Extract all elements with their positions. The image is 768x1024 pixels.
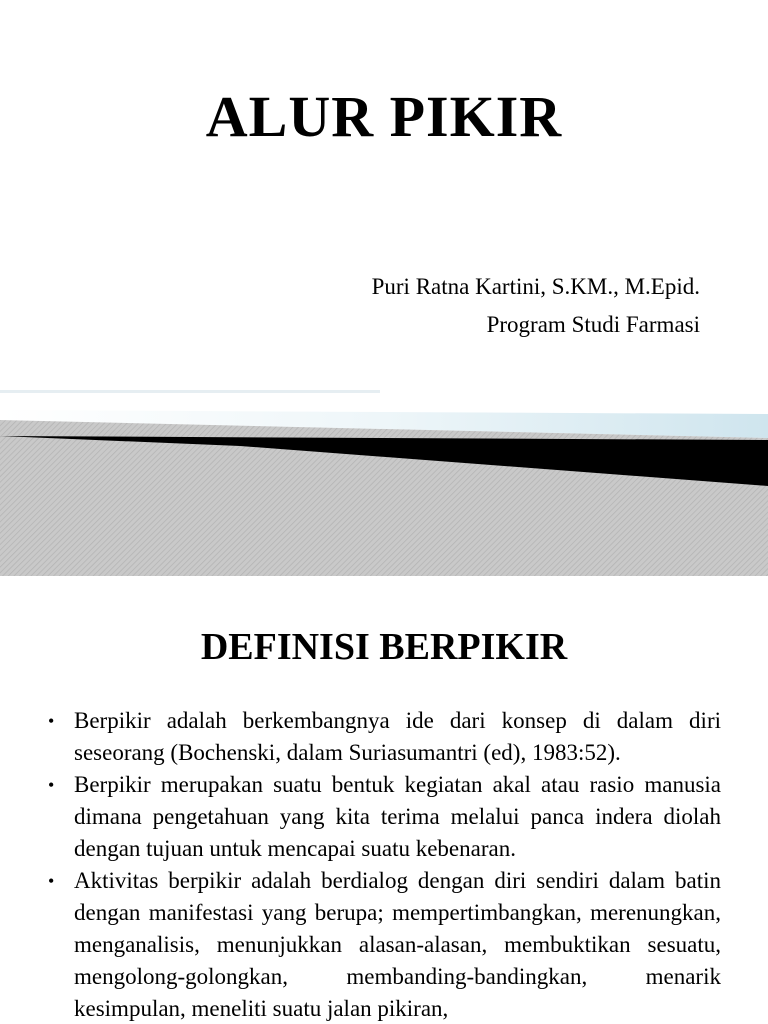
list-item [48, 705, 721, 769]
decorative-band [0, 380, 768, 576]
definition-slide [0, 576, 768, 1024]
bullet-icon: • [48, 711, 55, 731]
bullet-text: Aktivitas berpikir adalah berdialog dengan diri sendiri dalam batin dengan manifestasi yang berupa; mempertimbangkan, merenungkan, menganalisis, menunjukkan alasan-alasan, membuktikan sesuatu, mengolong-golongkan, membanding-bandingkan, menarik kesimpulan, meneliti suatu jalan pikiran, [74, 868, 721, 1021]
list-item [48, 865, 721, 1024]
bullet-icon: • [48, 775, 55, 795]
accent-line [0, 390, 380, 393]
bullet-list [48, 705, 721, 1024]
bullet-text: Berpikir adalah berkembangnya ide dari konsep di dalam diri seseorang (Bochenski, dalam Suriasumantri (ed), 1983:52). [74, 708, 721, 765]
author-program: Program Studi Farmasi [486, 312, 700, 337]
slide-title: ALUR PIKIR [205, 84, 563, 149]
list-item [48, 769, 721, 865]
author-name: Puri Ratna Kartini, S.KM., M.Epid. [371, 274, 700, 299]
slide-heading: DEFINISI BERPIKIR [200, 626, 568, 668]
bullet-text: Berpikir merupakan suatu bentuk kegiatan akal atau rasio manusia dimana pengetahuan yang kita terima melalui panca indera diolah dengan tujuan untuk mencapai suatu kebenaran. [74, 772, 721, 861]
bullet-icon: • [48, 871, 55, 891]
author-block [372, 268, 700, 344]
